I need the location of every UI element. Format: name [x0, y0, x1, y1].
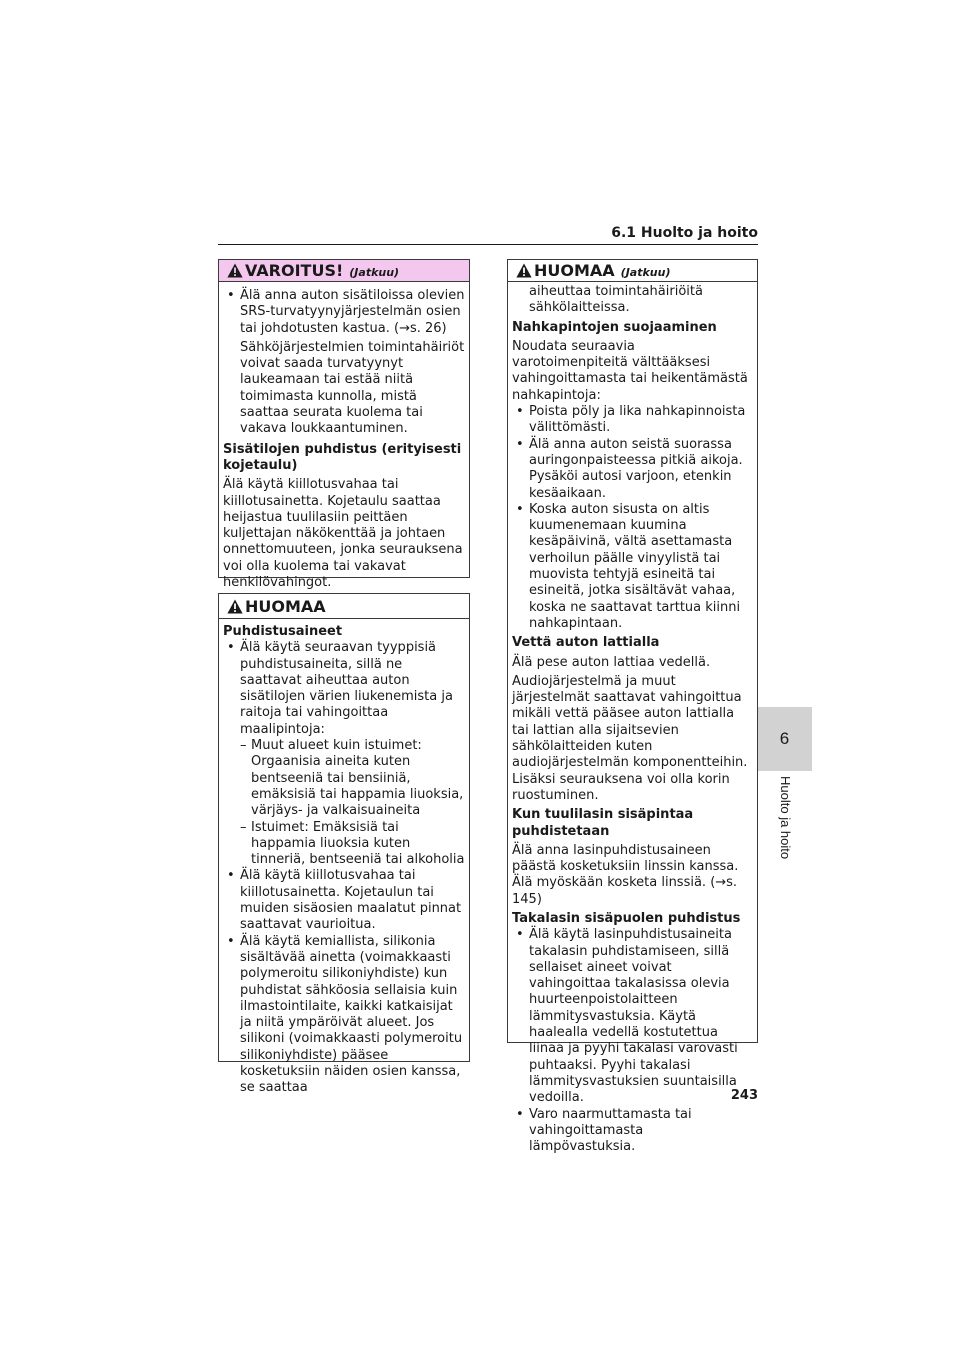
notice-bullet: • Älä käytä kiillotusvahaa tai kiillotusainetta. Kojetaulun tai muiden sisäosien maalatut pinnat saattavat vaurioitua. — [223, 868, 465, 933]
notice-subheading: Nahkapintojen suojaaminen — [512, 319, 717, 335]
section-header: 6.1 Huolto ja hoito — [218, 224, 758, 245]
page-number: 243 — [730, 1088, 758, 1103]
notice-box — [218, 593, 470, 1096]
warning-heading: Sisätilojen puhdistus (erityisesti kojetaulu) — [223, 441, 462, 473]
notice-bullet: • Koska auton sisusta on altis kuumenemaan kuumina kesäpäivinä, vältä asettamasta verhoilun päälle vinyylistä tai muovista tehtyjä esineitä tai esineitä, jotka sisältävät vahaa, koska ne saattavat tarttua kiinni nahkapintaan. — [512, 502, 753, 632]
warning-triangle-icon — [516, 263, 532, 278]
warning-bullet-continuation: Sähköjärjestelmien toimintahäiriöt voivat saada turvatyynyt laukeamaan tai estää niitä toimimasta kunnolla, mistä saattaa seurata kuolema tai vakava loukkaantuminen. — [240, 339, 465, 437]
notice-dash-item: – Muut alueet kuin istuimet: Orgaanisia aineita kuten bentseeniä tai bensiiniä, emäksisiä tai happamia liuoksia, värjäys- ja valkaisuaineita — [223, 738, 465, 819]
notice-bullet: • Varo naarmuttamasta tai vahingoittamasta lämpövastuksia. — [512, 1107, 753, 1156]
notice-continued-text: aiheuttaa toimintahäiriöitä sähkölaitteissa. — [529, 284, 703, 316]
notice-subheading: Takalasin sisäpuolen puhdistus — [512, 910, 741, 926]
warning-paragraph: Älä käytä kiillotusvahaa tai kiillotusainetta. Kojetaulu saattaa heijastua tuulilasiin peittäen kuljettajan näkökenttää ja johtaen onnettomuuteen, jonka seurauksena voi olla kuolema tai vakavat henkilövahingot. — [223, 477, 463, 591]
notice-subheading: Kun tuulilasin sisäpintaa puhdistetaan — [512, 807, 694, 839]
notice-continued-title: HUOMAA — [534, 261, 615, 280]
notice-bullet: • Poista pöly ja lika nahkapinnoista välittömästi. — [512, 404, 753, 437]
chapter-tab: 6 — [757, 707, 812, 771]
notice-continued-header — [508, 260, 757, 282]
chapter-title: Huolto ja hoito — [778, 776, 793, 860]
warning-triangle-icon — [227, 263, 243, 278]
notice-continued-subtitle: (Jatkuu) — [620, 266, 671, 279]
notice-dash-item: – Istuimet: Emäksisiä tai happamia liuoksia kuten tinneriä, bentseeniä tai alkoholia — [223, 820, 465, 869]
notice-paragraph: Älä pese auton lattiaa vedellä. — [512, 654, 711, 670]
notice-bullet: • Älä anna auton seistä suorassa auringonpaisteessa pitkiä aikoja. Pysäköi autosi varjoon, etenkin kesäaikaan. — [512, 437, 753, 502]
notice-paragraph: Noudata seuraavia varotoimenpiteitä välttääksesi vahingoittamasta tai heikentämästä nahkapintoja: — [512, 338, 748, 403]
notice-heading: Puhdistusaineet — [223, 624, 343, 639]
notice-paragraph: Älä anna lasinpuhdistusaineen päästä kosketuksiin linssin kanssa. Älä myöskään kosketa linssiä. (→s. 145) — [512, 842, 739, 907]
warning-box — [218, 259, 470, 591]
notice-title: HUOMAA — [245, 597, 326, 616]
notice-bullet: • Älä käytä seuraavan tyyppisiä puhdistusaineita, sillä ne saattavat aiheuttaa auton sisätilojen värien liukenemista ja raitoja tai vahingoittaa maalipintoja: — [223, 640, 465, 738]
warning-subtitle: (Jatkuu) — [349, 266, 400, 279]
warning-box-header — [219, 260, 469, 282]
notice-box-header — [219, 594, 469, 619]
notice-subheading: Vettä auton lattialla — [512, 635, 660, 651]
warning-title: VAROITUS! — [245, 261, 344, 280]
notice-bullet: • Älä käytä lasinpuhdistusaineita takalasin puhdistamiseen, sillä sellaiset aineet voivat vahingoittaa takalasissa olevia huurteenpoistolaitteen lämmitysvastuksia. Käytä haalealla vedellä kostutettua liinaa ja pyyhi takalasi varovasti puhtaaksi. Pyyhi takalasi lämmitysvastuksien suuntaisilla vedoilla. — [512, 927, 753, 1106]
warning-triangle-icon — [227, 599, 243, 614]
notice-bullet: • Älä käytä kemiallista, silikonia sisältävää ainetta (voimakkaasti polymeroitu silikoniyhdiste) kun puhdistat sähköosia sellaisia kuin ilmastointilaite, kaikki katkaisijat ja niitä ympäröivät alueet. Jos silikoni (voimakkaasti polymeroitu silikoniyhdiste) pääsee kosketuksiin näiden osien kanssa, se saattaa — [223, 934, 465, 1097]
warning-bullet: • Älä anna auton sisätiloissa olevien SRS-turvatyynyjärjestelmän osien tai johdotusten kastua. (→s. 26) — [223, 288, 465, 337]
notice-paragraph: Audiojärjestelmä ja muut järjestelmät saattavat vahingoittua mikäli vettä pääsee auton lattialla tai lattian alla sijaitsevien sähkölaitteiden kuten audiojärjestelmän komponentteihin. Lisäksi seurauksena voi olla korin ruostuminen. — [512, 673, 748, 803]
